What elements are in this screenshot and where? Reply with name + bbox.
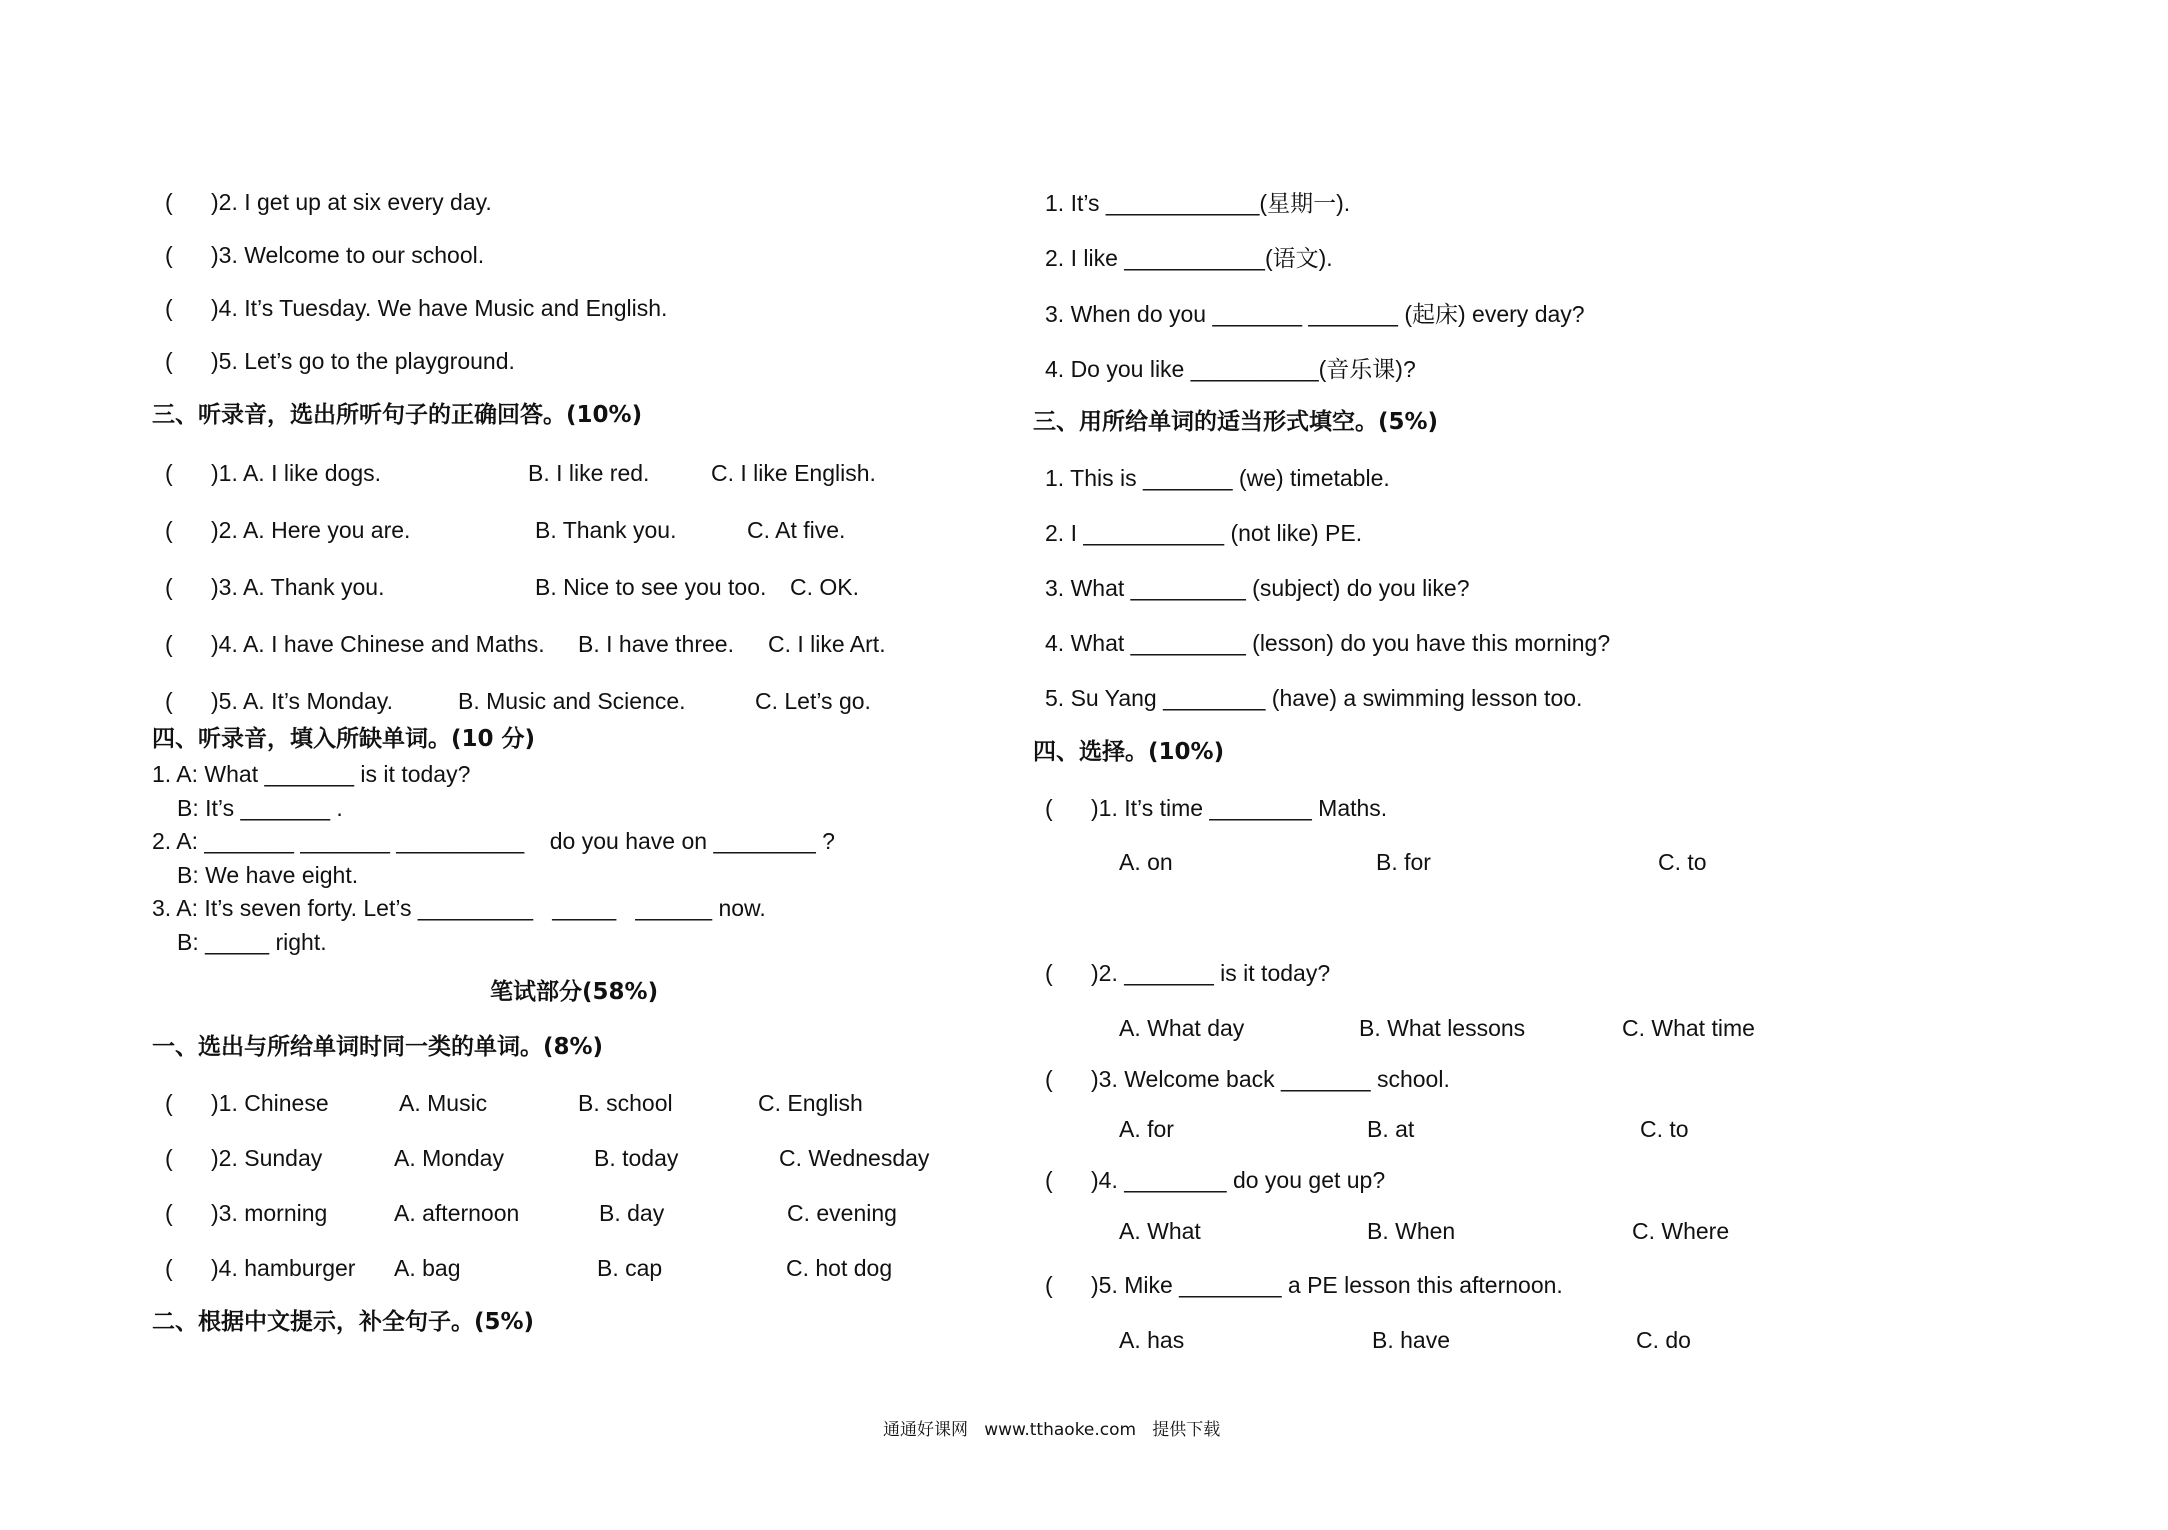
section-heading: 三、听录音，选出所听句子的正确回答。(10%) <box>152 402 643 428</box>
written-part-title: 笔试部分(58%) <box>490 979 659 1005</box>
fill-line: 3. What _________ (subject) do you like? <box>1045 575 1470 601</box>
option-b: B. Nice to see you too. <box>535 574 767 600</box>
fill-line: 5. Su Yang ________ (have) a swimming lesson too. <box>1045 685 1583 711</box>
option-c: C. to <box>1658 849 1707 875</box>
option-b: B. have <box>1372 1327 1450 1353</box>
question-line: ( )3. morning <box>165 1200 328 1226</box>
section-heading: 二、根据中文提示，补全句子。(5%) <box>152 1309 535 1335</box>
option-a: A. afternoon <box>394 1200 520 1226</box>
option-b: B. at <box>1367 1116 1415 1142</box>
question-line: ( )4. hamburger <box>165 1255 356 1281</box>
option-c: C. I like English. <box>711 460 876 486</box>
section-heading: 一、选出与所给单词时同一类的单词。(8%) <box>152 1034 604 1060</box>
option-c: C. Where <box>1632 1218 1730 1244</box>
option-c: C. hot dog <box>786 1255 893 1281</box>
option-b: B. Music and Science. <box>458 688 686 714</box>
option-c: C. Let’s go. <box>755 688 871 714</box>
section-heading: 三、用所给单词的适当形式填空。(5%) <box>1033 409 1439 435</box>
option-c: C. I like Art. <box>768 631 886 657</box>
question-line: ( )2. _______ is it today? <box>1045 960 1331 986</box>
option-c: C. evening <box>787 1200 897 1226</box>
option-c: C. Wednesday <box>779 1145 930 1171</box>
option-b: B. school <box>578 1090 673 1116</box>
option-c: C. to <box>1640 1116 1689 1142</box>
fill-line: 2. A: _______ _______ __________ do you have on ________ ? <box>152 828 835 854</box>
question-line: ( )1. Chinese <box>165 1090 329 1116</box>
option-b: B. day <box>599 1200 665 1226</box>
fill-line: 2. I like ___________(语文). <box>1045 245 1333 271</box>
fill-line: 2. I ___________ (not like) PE. <box>1045 520 1363 546</box>
fill-line: B: It’s _______ . <box>177 795 343 821</box>
fill-line: 4. What _________ (lesson) do you have this morning? <box>1045 630 1611 656</box>
question-line: ( )3. A. Thank you. <box>165 574 385 600</box>
question-line: ( )4. A. I have Chinese and Maths. <box>165 631 545 657</box>
option-b: B. today <box>594 1145 679 1171</box>
question-line: ( )4. It’s Tuesday. We have Music and English. <box>165 295 668 321</box>
option-c: C. do <box>1636 1327 1691 1353</box>
fill-line: B: _____ right. <box>177 929 327 955</box>
option-a: A. Monday <box>394 1145 504 1171</box>
question-line: ( )4. ________ do you get up? <box>1045 1167 1386 1193</box>
option-b: B. I like red. <box>528 460 650 486</box>
option-b: B. cap <box>597 1255 663 1281</box>
question-line: ( )3. Welcome to our school. <box>165 242 485 268</box>
fill-line: B: We have eight. <box>177 862 359 888</box>
option-b: B. What lessons <box>1359 1015 1526 1041</box>
fill-line: 1. A: What _______ is it today? <box>152 761 471 787</box>
question-line: ( )5. Let’s go to the playground. <box>165 348 515 374</box>
section-heading: 四、选择。(10%) <box>1033 739 1225 765</box>
option-c: C. At five. <box>747 517 846 543</box>
question-line: ( )2. Sunday <box>165 1145 323 1171</box>
question-line: ( )3. Welcome back _______ school. <box>1045 1066 1450 1092</box>
question-line: ( )1. It’s time ________ Maths. <box>1045 795 1388 821</box>
question-line: ( )2. A. Here you are. <box>165 517 411 543</box>
option-c: C. What time <box>1622 1015 1755 1041</box>
question-line: ( )5. Mike ________ a PE lesson this afternoon. <box>1045 1272 1563 1298</box>
option-a: A. bag <box>394 1255 461 1281</box>
option-a: A. What <box>1119 1218 1201 1244</box>
option-a: A. What day <box>1119 1015 1245 1041</box>
question-line: ( )1. A. I like dogs. <box>165 460 382 486</box>
option-a: A. has <box>1119 1327 1185 1353</box>
fill-line: 1. It’s ____________(星期一). <box>1045 190 1351 216</box>
option-a: A. Music <box>399 1090 488 1116</box>
footer-source: 通通好课网 www.tthaoke.com 提供下载 <box>883 1420 1221 1440</box>
option-b: B. I have three. <box>578 631 734 657</box>
fill-line: 3. A: It’s seven forty. Let’s _________ _____ ______ now. <box>152 895 766 921</box>
option-c: C. English <box>758 1090 863 1116</box>
option-b: B. for <box>1376 849 1431 875</box>
section-heading: 四、听录音，填入所缺单词。(10 分) <box>152 726 536 752</box>
option-b: B. When <box>1367 1218 1456 1244</box>
fill-line: 4. Do you like __________(音乐课)? <box>1045 356 1416 382</box>
question-line: ( )5. A. It’s Monday. <box>165 688 393 714</box>
option-b: B. Thank you. <box>535 517 677 543</box>
option-c: C. OK. <box>790 574 860 600</box>
option-a: A. for <box>1119 1116 1174 1142</box>
fill-line: 1. This is _______ (we) timetable. <box>1045 465 1390 491</box>
option-a: A. on <box>1119 849 1173 875</box>
question-line: ( )2. I get up at six every day. <box>165 189 492 215</box>
fill-line: 3. When do you _______ _______ (起床) every day? <box>1045 301 1585 327</box>
